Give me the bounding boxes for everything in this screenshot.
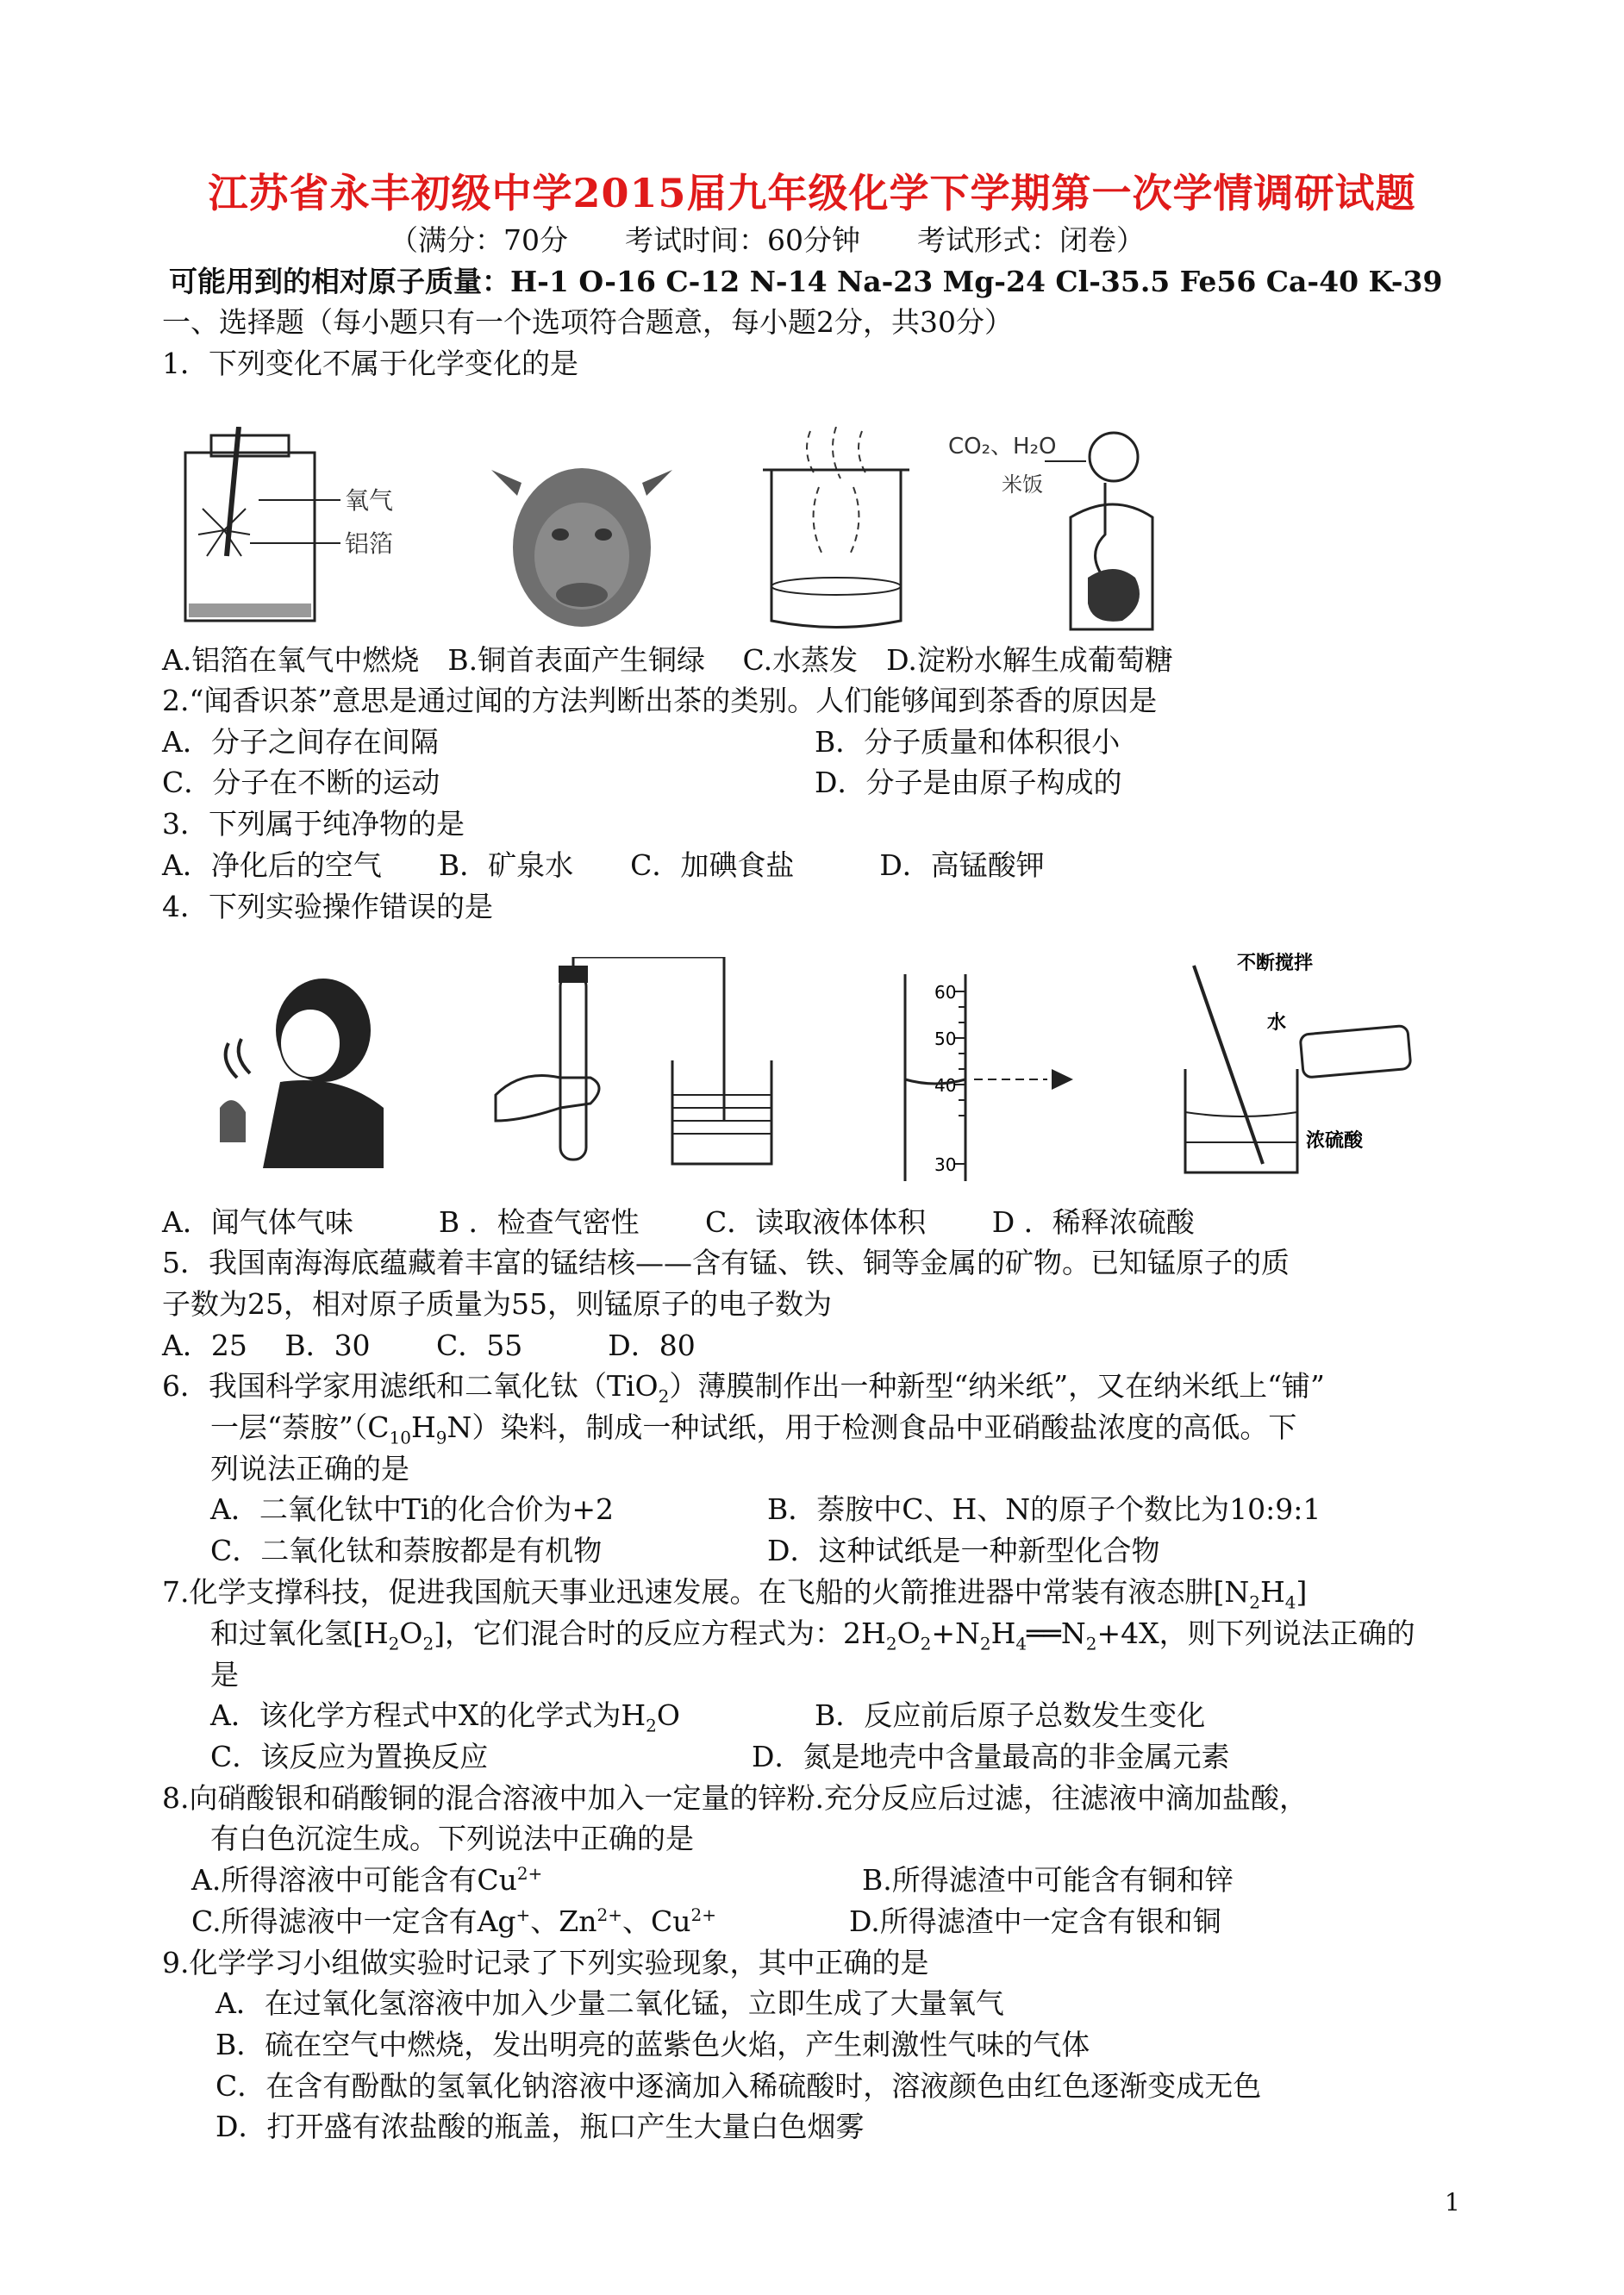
exam-title: 江苏省永丰初级中学2015届九年级化学下学期第一次学情调研试题 xyxy=(208,170,1416,216)
q6-h-subscript: 9 xyxy=(435,1427,447,1448)
q7-sub: 2 xyxy=(422,1633,434,1654)
question-6-line-3: 列说法正确的是 xyxy=(210,1452,409,1485)
q1-figure-b-bronze-head xyxy=(483,453,681,634)
q7-a-sub: 2 xyxy=(646,1715,657,1736)
q7-text: ]，它们混合时的反应方程式为：2H xyxy=(434,1617,886,1650)
question-6-option-a: A．二氧化钛中Ti的化合价为+2 xyxy=(210,1492,615,1526)
question-6-option-d: D．这种试纸是一种新型化合物 xyxy=(767,1534,1160,1567)
q1-label-foil: 铝箔 xyxy=(345,529,394,558)
question-6-option-c: C．二氧化钛和萘胺都是有机物 xyxy=(210,1534,603,1567)
q8-a-text: A.所得溶液中可能含有Cu xyxy=(191,1863,517,1897)
q1-label-oxygen: 氧气 xyxy=(345,486,394,515)
q7-text: H xyxy=(990,1617,1016,1650)
q6-line1-text: 6．我国科学家用滤纸和二氧化钛（TiO xyxy=(162,1369,659,1403)
question-7-option-a xyxy=(210,1696,680,1735)
question-7-line-1 xyxy=(162,1573,1307,1612)
q7-text: O xyxy=(399,1617,423,1650)
question-8-line-1: 8.向硝酸银和硝酸铜的混合溶液中加入一定量的锌粉.充分反应后过滤，往滤液中滴加盐酸， xyxy=(162,1781,1308,1815)
question-3-stem: 3．下列属于纯净物的是 xyxy=(162,807,465,841)
q8-c-text: 、Cu xyxy=(621,1904,691,1938)
q4-label-acid: 浓硫酸 xyxy=(1306,1130,1364,1152)
question-8-line-2: 有白色沉淀生成。下列说法中正确的是 xyxy=(210,1822,694,1855)
question-8-option-a xyxy=(191,1860,542,1900)
q6-line1-text-2: ）薄膜制作出一种新型“纳米纸”，又在纳米纸上“铺” xyxy=(669,1369,1325,1403)
question-6-line-2 xyxy=(210,1408,1296,1448)
q7-sub: 2 xyxy=(388,1633,400,1654)
question-6-line-1 xyxy=(162,1366,1325,1406)
question-2-option-b: B．分子质量和体积很小 xyxy=(815,725,1121,759)
q7-text: +4X，则下列说法正确的 xyxy=(1096,1617,1415,1650)
q6-h-symbol: H xyxy=(410,1410,436,1444)
q4-figure-b-airtight xyxy=(487,957,780,1173)
q7-a-text: A．该化学方程式中X的化学式为H xyxy=(210,1698,646,1732)
q8-c-sup: 2+ xyxy=(690,1904,716,1925)
q4-label-water: 水 xyxy=(1267,1012,1287,1034)
question-7-option-d: D．氮是地壳中含量最高的非金属元素 xyxy=(752,1740,1230,1773)
q7-text: +N xyxy=(931,1617,980,1650)
q7-text: ] xyxy=(1296,1575,1308,1609)
question-4-stem: 4．下列实验操作错误的是 xyxy=(162,890,493,923)
q7-sub: 4 xyxy=(1284,1591,1296,1613)
q7-sub: 2 xyxy=(885,1633,897,1654)
q7-sub: 2 xyxy=(1249,1591,1260,1613)
question-6-option-b: B．萘胺中C、H、N的原子个数比为10:9:1 xyxy=(767,1492,1321,1526)
question-2-option-a: A．分子之间存在间隔 xyxy=(162,725,439,759)
question-9-option-d: D．打开盛有浓盐酸的瓶盖，瓶口产生大量白色烟雾 xyxy=(215,2110,865,2143)
q7-line1-text: 7.化学支撑科技，促进我国航天事业迅速发展。在飞船的火箭推进器中常装有液态肼[N xyxy=(162,1575,1250,1609)
q7-sub: 4 xyxy=(1015,1633,1027,1654)
q6-line2-text-2: N）染料，制成一种试纸，用于检测食品中亚硝酸盐浓度的高低。下 xyxy=(447,1410,1297,1444)
q7-sub: 2 xyxy=(979,1633,991,1654)
question-5-line-2: 子数为25，相对原子质量为55，则锰原子的电子数为 xyxy=(162,1287,832,1321)
q1-figure-a xyxy=(177,427,435,634)
q4-tick-30: 30 xyxy=(934,1154,957,1175)
question-8-option-b: B.所得滤渣中可能含有铜和锌 xyxy=(862,1863,1234,1897)
question-1-stem: 1．下列变化不属于化学变化的是 xyxy=(162,347,578,380)
question-5-line-1: 5．我国南海海底蕴藏着丰富的锰结核——含有锰、铁、铜等金属的矿物。已知锰原子的质 xyxy=(162,1246,1290,1279)
q1-figure-d-digestion xyxy=(941,422,1157,638)
q7-text: 和过氧化氢[H xyxy=(210,1617,389,1650)
question-9-option-b: B．硫在空气中燃烧，发出明亮的蓝紫色火焰，产生刺激性气味的气体 xyxy=(215,2028,1090,2061)
question-7-line-2 xyxy=(210,1614,1415,1654)
question-1-options: A.铝箔在氧气中燃烧 B.铜首表面产生铜绿 C.水蒸发 D.淀粉水解生成葡萄糖 xyxy=(162,643,1173,677)
question-2-stem: 2.“闻香识茶”意思是通过闻的方法判断出茶的类别。人们能够闻到茶香的原因是 xyxy=(162,684,1158,717)
q8-c-sup: 2+ xyxy=(597,1904,622,1925)
q1-figure-c-beaker xyxy=(759,427,914,634)
q7-a-text-2: O xyxy=(656,1698,680,1732)
question-9-option-a: A．在过氧化氢溶液中加入少量二氧化锰，立即生成了大量氧气 xyxy=(215,1986,1004,2020)
q6-tio2-subscript: 2 xyxy=(658,1385,670,1407)
q7-text: ══N xyxy=(1027,1617,1086,1650)
q8-a-sup: 2+ xyxy=(516,1863,543,1884)
q7-sub: 2 xyxy=(920,1633,932,1654)
q7-sub: 2 xyxy=(1085,1633,1097,1654)
q4-tick-60: 60 xyxy=(934,982,957,1003)
question-2-option-d: D．分子是由原子构成的 xyxy=(815,766,1122,799)
q1-label-co2-h2o: CO₂、H₂O xyxy=(948,434,1057,460)
q4-figure-c-cylinder xyxy=(896,974,1103,1181)
q4-label-stir: 不断搅拌 xyxy=(1237,953,1314,974)
q8-c-text: C.所得滤液中一定含有Ag xyxy=(191,1904,516,1938)
q6-c-subscript: 10 xyxy=(389,1427,411,1448)
q4-tick-50: 50 xyxy=(934,1029,957,1049)
atomic-masses-line: 可能用到的相对原子质量：H-1 O-16 C-12 N-14 Na-23 Mg-24 Cl-35.5 Fe56 Ca-40 K-39 xyxy=(169,265,1443,298)
question-7-line-3: 是 xyxy=(210,1658,239,1692)
section-heading: 一、选择题（每小题只有一个选项符合题意，每小题2分，共30分） xyxy=(162,305,1013,339)
question-9-option-c: C．在含有酚酞的氢氧化钠溶液中逐滴加入稀硫酸时，溶液颜色由红色逐渐变成无色 xyxy=(215,2069,1262,2103)
q7-text: O xyxy=(896,1617,921,1650)
q8-c-text: 、Zn xyxy=(530,1904,597,1938)
q4-figure-a-smell xyxy=(194,970,401,1177)
page-number: 1 xyxy=(1445,2188,1460,2217)
question-8-option-c xyxy=(191,1902,716,1942)
question-5-options: A．25 B．30 C．55 D．80 xyxy=(162,1329,696,1362)
question-7-option-c: C．该反应为置换反应 xyxy=(210,1740,489,1773)
q6-line2-text: 一层“萘胺”（C xyxy=(210,1410,390,1444)
q1-label-rice: 米饭 xyxy=(1002,472,1043,497)
question-2-option-c: C．分子在不断的运动 xyxy=(162,766,440,799)
q4-tick-40: 40 xyxy=(934,1075,957,1096)
question-8-option-d: D.所得滤渣中一定含有银和铜 xyxy=(849,1904,1221,1938)
question-3-options: A．净化后的空气 B．矿泉水 C．加碘食盐 D．高锰酸钾 xyxy=(162,848,1045,882)
exam-subtitle: （满分：70分 考试时间：60分钟 考试形式：闭卷） xyxy=(390,223,1145,257)
question-7-option-b: B．反应前后原子总数发生变化 xyxy=(815,1698,1206,1732)
question-9-stem: 9.化学学习小组做实验时记录了下列实验现象，其中正确的是 xyxy=(162,1946,929,1979)
q8-c-sup: + xyxy=(515,1904,531,1925)
q7-text: H xyxy=(1259,1575,1285,1609)
q4-figure-d-dilute xyxy=(1168,948,1435,1181)
question-4-options: A．闻气体气味 B ．检查气密性 C．读取液体体积 D ．稀释浓硫酸 xyxy=(162,1205,1195,1239)
